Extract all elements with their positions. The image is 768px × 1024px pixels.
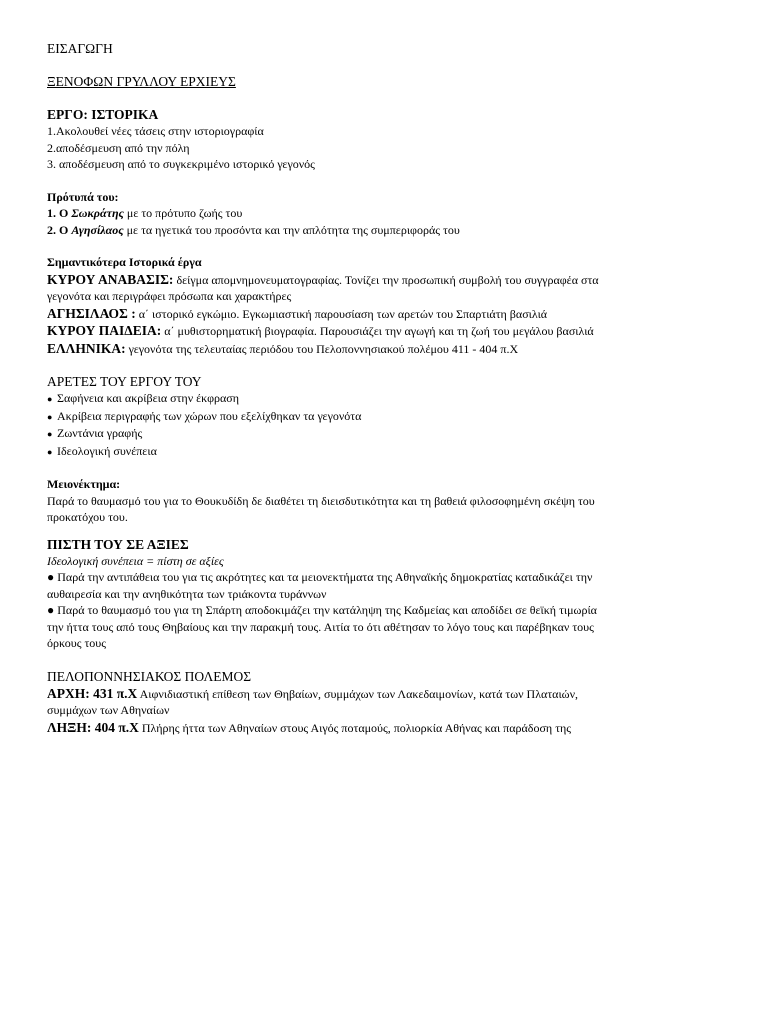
work-desc: α΄ μυθιστορηματική βιογραφία. Παρουσιάζει την αγωγή και τη ζωή του μεγάλου βασιλιά <box>161 324 594 338</box>
work-title: ΚΥΡΟΥ ΠΑΙΔΕΙΑ: <box>47 323 162 338</box>
work-agisilaos <box>47 305 721 323</box>
work-kyrou-anavasis-cont: γεγονότα και περιγράφει πρόσωπα και χαρακτήρες <box>47 289 292 303</box>
model-text: με τα ηγετικά του προσόντα και την απλότητα της συμπεριφοράς του <box>123 222 460 237</box>
work-desc: γεγονότα της τελευταίας περιόδου του Πελοποννησιακού πολέμου 411 - 404 π.Χ <box>125 341 519 356</box>
virtue-item <box>47 408 721 426</box>
drawback-line-2: προκατόχου του. <box>47 510 128 524</box>
drawback-heading: Μειονέκτημα: <box>47 477 121 491</box>
bullet-icon: ● <box>47 394 53 404</box>
faith-point-2-end: όρκους τους <box>47 636 106 650</box>
works-heading: ΕΡΓΟ: ΙΣΤΟΡΙΚΑ <box>47 107 159 122</box>
virtue-text: Ζωντάνια γραφής <box>57 426 143 440</box>
war-end-label: ΛΗΞΗ: 404 π.Χ <box>47 719 139 735</box>
important-works-heading: Σημαντικότερα Ιστορικά έργα <box>47 255 202 269</box>
model-item-2 <box>47 222 721 239</box>
work-kyrou-paideia <box>47 322 721 340</box>
works-point-2: 2.αποδέσμευση από την πόλη <box>47 140 190 155</box>
war-start <box>47 685 721 703</box>
virtue-text: Ακρίβεια περιγραφής των χώρων που εξελίχθηκαν τα γεγονότα <box>57 408 362 423</box>
war-start-label: ΑΡΧΗ: 431 π.Χ <box>47 685 138 701</box>
war-start-cont: συμμάχων των Αθηναίων <box>47 703 170 717</box>
work-title: ΑΓΗΣΙΛΑΟΣ : <box>47 305 136 321</box>
bullet-icon: ● <box>47 446 53 457</box>
models-heading: Πρότυπά του: <box>47 189 119 204</box>
bullet-icon: ● <box>47 429 53 439</box>
drawback-line-1: Παρά το θαυμασμό του για το Θουκυδίδη δε διαθέτει τη διεισδυτικότητα και τη βαθειά φιλοσοφημένη σκέψη του <box>47 493 595 508</box>
war-end-text: Πλήρης ήττα των Αθηναίων στους Αιγός ποταμούς, πολιορκία Αθήνας και παράδοση της <box>138 720 572 735</box>
model-text: με το πρότυπο ζωής του <box>123 206 243 220</box>
works-point-3: 3. αποδέσμευση από το συγκεκριμένο ιστορικό γεγονός <box>47 157 315 171</box>
virtue-text: Σαφήνεια και ακρίβεια στην έκφραση <box>57 391 240 405</box>
model-name: Σωκράτης <box>71 206 124 220</box>
virtue-text: Ιδεολογική συνέπεια <box>57 443 157 458</box>
work-desc: δείγμα απομνημονευματογραφίας. Τονίζει την προσωπική συμβολή του συγγραφέα στα <box>173 272 599 287</box>
works-point-1: 1.Ακολουθεί νέες τάσεις στην ιστοριογραφία <box>47 124 264 138</box>
document-body <box>47 40 721 736</box>
work-title: ΕΛΛΗΝΙΚΑ: <box>47 340 126 356</box>
faith-heading: ΠΙΣΤΗ ΤΟΥ ΣΕ ΑΞΙΕΣ <box>47 536 189 552</box>
faith-point-1-cont: αυθαιρεσία και την ανηθικότητα των τριάκοντα τυράννων <box>47 586 327 601</box>
faith-point-1: ● Παρά την αντιπάθεια του για τις ακρότητες και τα μειονεκτήματα της Αθηναϊκής δημοκρατίας καταδικάζει την <box>47 570 593 584</box>
virtue-item <box>47 425 721 443</box>
virtues-heading: ΑΡΕΤΕΣ ΤΟΥ ΕΡΓΟΥ ΤΟΥ <box>47 374 202 389</box>
war-heading: ΠΕΛΟΠΟΝΝΗΣΙΑΚΟΣ ΠΟΛΕΜΟΣ <box>47 668 252 684</box>
model-prefix: 1. Ο <box>47 206 72 220</box>
virtue-item <box>47 443 721 461</box>
bullet-icon: ● <box>47 411 53 422</box>
war-start-text: Αιφνιδιαστική επίθεση των Θηβαίων, συμμάχων των Λακεδαιμονίων, κατά των Πλαταιών, <box>137 686 578 701</box>
intro-heading: ΕΙΣΑΓΩΓΗ <box>47 41 113 56</box>
faith-point-2: ● Παρά το θαυμασμό του για τη Σπάρτη αποδοκιμάζει την κατάληψη της Καδμείας και αποδίδει σε θεϊκή τιμωρία <box>47 603 597 617</box>
model-item-1 <box>47 205 721 222</box>
model-prefix: 2. Ο <box>47 222 72 237</box>
author-name: ΞΕΝΟΦΩΝ ΓΡΥΛΛΟΥ ΕΡΧΙΕΥΣ <box>47 74 236 89</box>
work-title: ΚΥΡΟΥ ΑΝΑΒΑΣΙΣ: <box>47 271 174 287</box>
faith-point-2-cont: την ήττα τους από τους Θηβαίους και την παρακμή τους. Αιτία το ότι αθέτησαν το λόγο τους και παρέβηκαν τους <box>47 619 594 634</box>
work-kyrou-anavasis <box>47 271 721 289</box>
war-end <box>47 719 721 737</box>
faith-subheading: Ιδεολογική συνέπεια = πίστη σε αξίες <box>47 553 224 568</box>
model-name: Αγησίλαος <box>71 222 124 237</box>
work-ellinika <box>47 340 721 358</box>
virtue-item <box>47 390 721 408</box>
work-desc: α΄ ιστορικό εγκώμιο. Εγκωμιαστική παρουσίαση των αρετών του Σπαρτιάτη βασιλιά <box>135 306 548 321</box>
